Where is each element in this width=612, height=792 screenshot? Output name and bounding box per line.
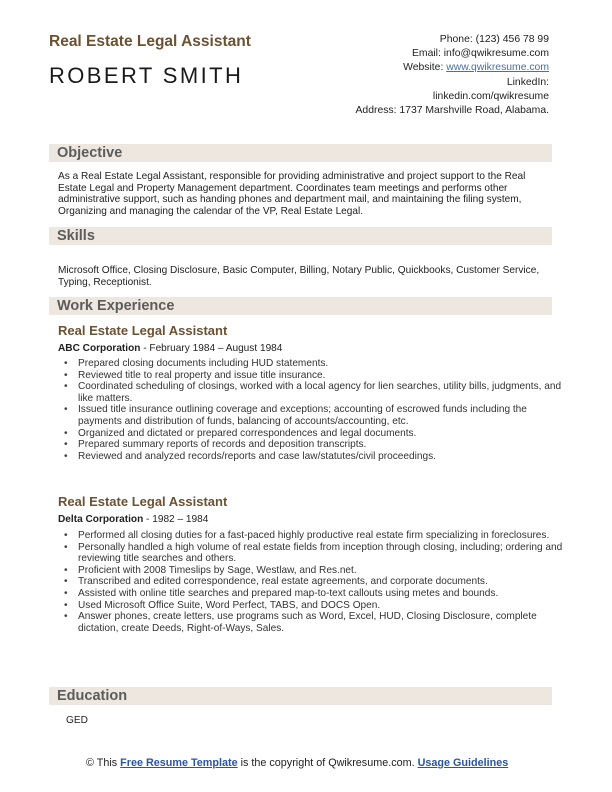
usage-guidelines-link[interactable]: Usage Guidelines — [417, 757, 509, 769]
job-2-title: Real Estate Legal Assistant — [58, 494, 228, 509]
website-label: Website: — [403, 62, 447, 74]
contact-email: Email: info@qwikresume.com — [411, 48, 549, 60]
job-2-company: Delta Corporation — [58, 514, 144, 525]
contact-website — [309, 61, 549, 75]
job-1-bullets — [58, 358, 572, 462]
list-item: • Assisted with online title searches and prepared map-to-text callouts using metes and bounds. — [78, 588, 572, 600]
free-resume-template-link[interactable]: Free Resume Template — [120, 757, 238, 769]
contact-linkedin-label: LinkedIn: — [506, 76, 549, 88]
footer-prefix: © This — [86, 757, 121, 769]
work-title: Work Experience — [57, 298, 175, 314]
list-item: • Reviewed and analyzed records/reports and case law/statutes/civil proceedings. — [78, 451, 572, 463]
job-2-company-line — [58, 514, 208, 525]
contact-address: Address: 1737 Marshville Road, Alabama. — [355, 105, 549, 117]
job-2-dates: - 1982 – 1984 — [143, 514, 209, 525]
work-section-header — [49, 297, 552, 315]
contact-block — [309, 33, 549, 118]
list-item: • Organized and dictated or prepared correspondences and legal documents. — [78, 428, 572, 440]
skills-title: Skills — [57, 228, 95, 244]
header-job-title: Real Estate Legal Assistant — [49, 33, 251, 50]
job-2-bullets — [58, 530, 572, 634]
list-item: • Prepared closing documents including HUD statements. — [78, 358, 572, 370]
list-item: • Performed all closing duties for a fast-paced highly productive real estate firm specializing in foreclosures. — [78, 530, 572, 542]
objective-section-header — [49, 144, 552, 162]
copyright-footer — [86, 757, 546, 770]
footer-middle: is the copyright of Qwikresume.com. — [237, 757, 418, 769]
job-1-dates: - February 1984 – August 1984 — [140, 343, 283, 354]
contact-phone: Phone: (123) 456 78 99 — [439, 34, 549, 45]
skills-text: Microsoft Office, Closing Disclosure, Basic Computer, Billing, Notary Public, Quickbooks, Customer Service, Typing, Receptionist. — [58, 265, 540, 288]
website-link[interactable]: www.qwikresume.com — [446, 62, 549, 74]
objective-text: As a Real Estate Legal Assistant, responsible for providing administrative and project support to the Real Estate Legal and Property Management department. Coordinates team meetings and performs other administrative support, such as handing phones and department mail, and maintaining the filing system, Organizing and managing the calendar of the VP, Real Estate Legal. — [58, 171, 526, 217]
education-section-header — [49, 687, 552, 705]
job-1-company: ABC Corporation — [58, 343, 141, 354]
list-item: • Reviewed title to real property and issue title insurance. — [78, 370, 572, 382]
objective-title: Objective — [57, 145, 123, 161]
education-text: GED — [66, 715, 88, 726]
job-1-title: Real Estate Legal Assistant — [58, 323, 228, 338]
skills-section-header — [49, 227, 552, 245]
education-title: Education — [57, 688, 128, 704]
contact-linkedin-value: linkedin.com/qwikresume — [432, 90, 549, 102]
list-item: • Issued title insurance outlining coverage and exceptions; accounting of escrowed funds including the payments and distribution of funds, balancing of accounts/accounting, etc. — [78, 404, 572, 427]
list-item: • Transcribed and edited correspondence, real estate agreements, and corporate documents. — [78, 576, 572, 588]
list-item: • Used Microsoft Office Suite, Word Perfect, TABS, and DOCS Open. — [78, 600, 572, 612]
list-item: • Proficient with 2008 Timeslips by Sage, Westlaw, and Res.net. — [78, 565, 572, 577]
candidate-name: ROBERT SMITH — [49, 63, 244, 88]
job-1-company-line — [58, 343, 282, 354]
list-item: • Personally handled a high volume of real estate fields from inception through closing, including; ordering and reviewing title searches and others. — [78, 542, 572, 565]
list-item: • Prepared summary reports of records and deposition transcripts. — [78, 439, 572, 451]
list-item: • Coordinated scheduling of closings, worked with a local agency for lien searches, utility bills, judgments, and like matters. — [78, 381, 572, 404]
list-item: • Answer phones, create letters, use programs such as Word, Excel, HUD, Closing Disclosure, complete dictation, create Deeds, Right-of-Ways, Sales. — [78, 611, 572, 634]
